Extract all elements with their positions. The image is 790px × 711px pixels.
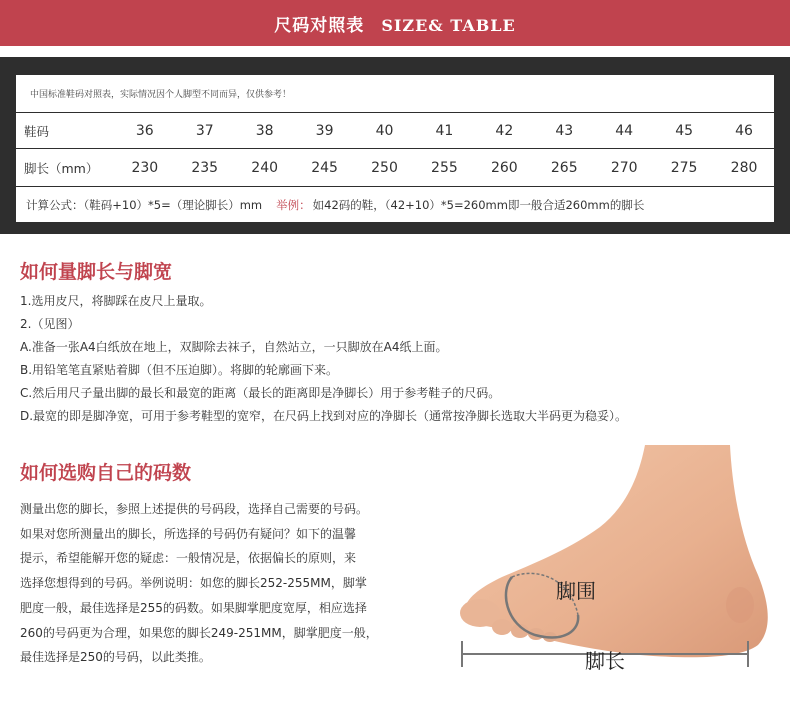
- choose-paragraph: [20, 497, 440, 670]
- size-cell: 42: [495, 122, 514, 139]
- table-note-row: [16, 75, 774, 113]
- paragraph-line: 选择您想得到的号码。举例说明：如您的脚长252-255MM，脚掌: [20, 576, 367, 591]
- foot-length-cell: 235: [191, 159, 219, 176]
- measure-step: 2.（见图）: [20, 317, 80, 331]
- foot-length-label: 脚长: [585, 649, 625, 673]
- foot-illustration: [440, 445, 790, 711]
- formula-text: 计算公式：（鞋码+10）*5=（理论脚长）mm: [26, 197, 263, 212]
- example-label: 举例：: [276, 197, 311, 212]
- size-cell: 46: [735, 122, 753, 139]
- size-table-frame: [0, 57, 790, 234]
- paragraph-line: 260的号码更为合理，如果您的脚长249-251MM，脚掌肥度一般，: [20, 625, 378, 640]
- choose-section-title: 如何选购自己的码数: [20, 462, 192, 484]
- size-row: [16, 113, 774, 149]
- title-banner: [0, 0, 790, 46]
- toe: [492, 619, 512, 635]
- size-cell: 45: [675, 122, 694, 139]
- foot-length-cell: 280: [730, 159, 758, 176]
- foot-length-cell: 270: [610, 159, 638, 176]
- paragraph-line: 测量出您的脚长，参照上述提供的号码段，选择自己需要的号码。: [20, 502, 369, 516]
- measure-step: D.最宽的即是脚净宽，可用于参考鞋型的宽窄，在尺码上找到对应的净脚长（通常按净脚长选取大半码更为稳妥）。: [20, 409, 628, 423]
- paragraph-line: 提示，希望能解开您的疑虑：一般情况是，依据偏长的原则，来: [20, 551, 357, 566]
- foot-length-cell: 265: [550, 159, 578, 176]
- example-text: 如42码的鞋，（42+10）*5=260mm即一般合适260mm的脚长: [312, 197, 645, 212]
- foot-length-row-label: 脚长（mm）: [24, 160, 99, 176]
- paragraph-line: 如果对您所测量出的脚长，所选择的号码仍有疑问？如下的温馨: [20, 526, 357, 541]
- measure-step: A.准备一张A4白纸放在地上，双脚除去袜子，自然站立，一只脚放在A4纸上面。: [20, 340, 448, 354]
- size-table: [16, 75, 774, 222]
- girth-label: 脚围: [556, 579, 596, 603]
- measure-step: B.用铅笔笔直紧贴着脚（但不压迫脚）。将脚的轮廓画下来。: [20, 363, 339, 377]
- foot-length-cell: 255: [431, 159, 458, 176]
- size-cell: 44: [615, 122, 634, 139]
- size-cell: 39: [315, 122, 334, 139]
- paragraph-line: 肥度一般，最佳选择是255的码数。如果脚掌肥度宽厚，相应选择: [20, 600, 367, 615]
- size-cell: 36: [135, 122, 154, 139]
- size-cell: 41: [435, 122, 454, 139]
- banner-title-en: SIZE& TABLE: [381, 16, 516, 35]
- banner-title: 尺码对照表: [274, 16, 365, 36]
- paragraph-line: 最佳选择是250的号码，以此类推。: [20, 650, 211, 665]
- ankle-shade: [726, 587, 754, 623]
- formula-row: [16, 187, 774, 222]
- foot-length-cell: 275: [670, 159, 698, 176]
- foot-length-cell: 260: [490, 159, 518, 176]
- measure-step: 1.选用皮尺，将脚踩在皮尺上量取。: [20, 294, 212, 308]
- size-cell: 38: [255, 122, 274, 139]
- measure-steps: [20, 290, 780, 428]
- foot-length-cell: 250: [371, 159, 398, 176]
- measure-section-title: 如何量脚长与脚宽: [20, 261, 173, 283]
- foot-length-row: [16, 149, 774, 187]
- foot-length-cell: 240: [251, 159, 279, 176]
- measure-step: C.然后用尺子量出脚的最长和最宽的距离（最长的距离即是净脚长）用于参考鞋子的尺码。: [20, 386, 501, 400]
- size-cell: 43: [555, 122, 574, 139]
- foot-length-cell: 230: [131, 159, 159, 176]
- size-row-label: 鞋码: [24, 123, 50, 139]
- size-cell: 40: [375, 122, 394, 139]
- table-note: 中国标准鞋码对照表，实际情况因个人脚型不同而异，仅供参考！: [30, 90, 292, 100]
- size-cell: 37: [195, 122, 214, 139]
- foot-length-cell: 245: [311, 159, 338, 176]
